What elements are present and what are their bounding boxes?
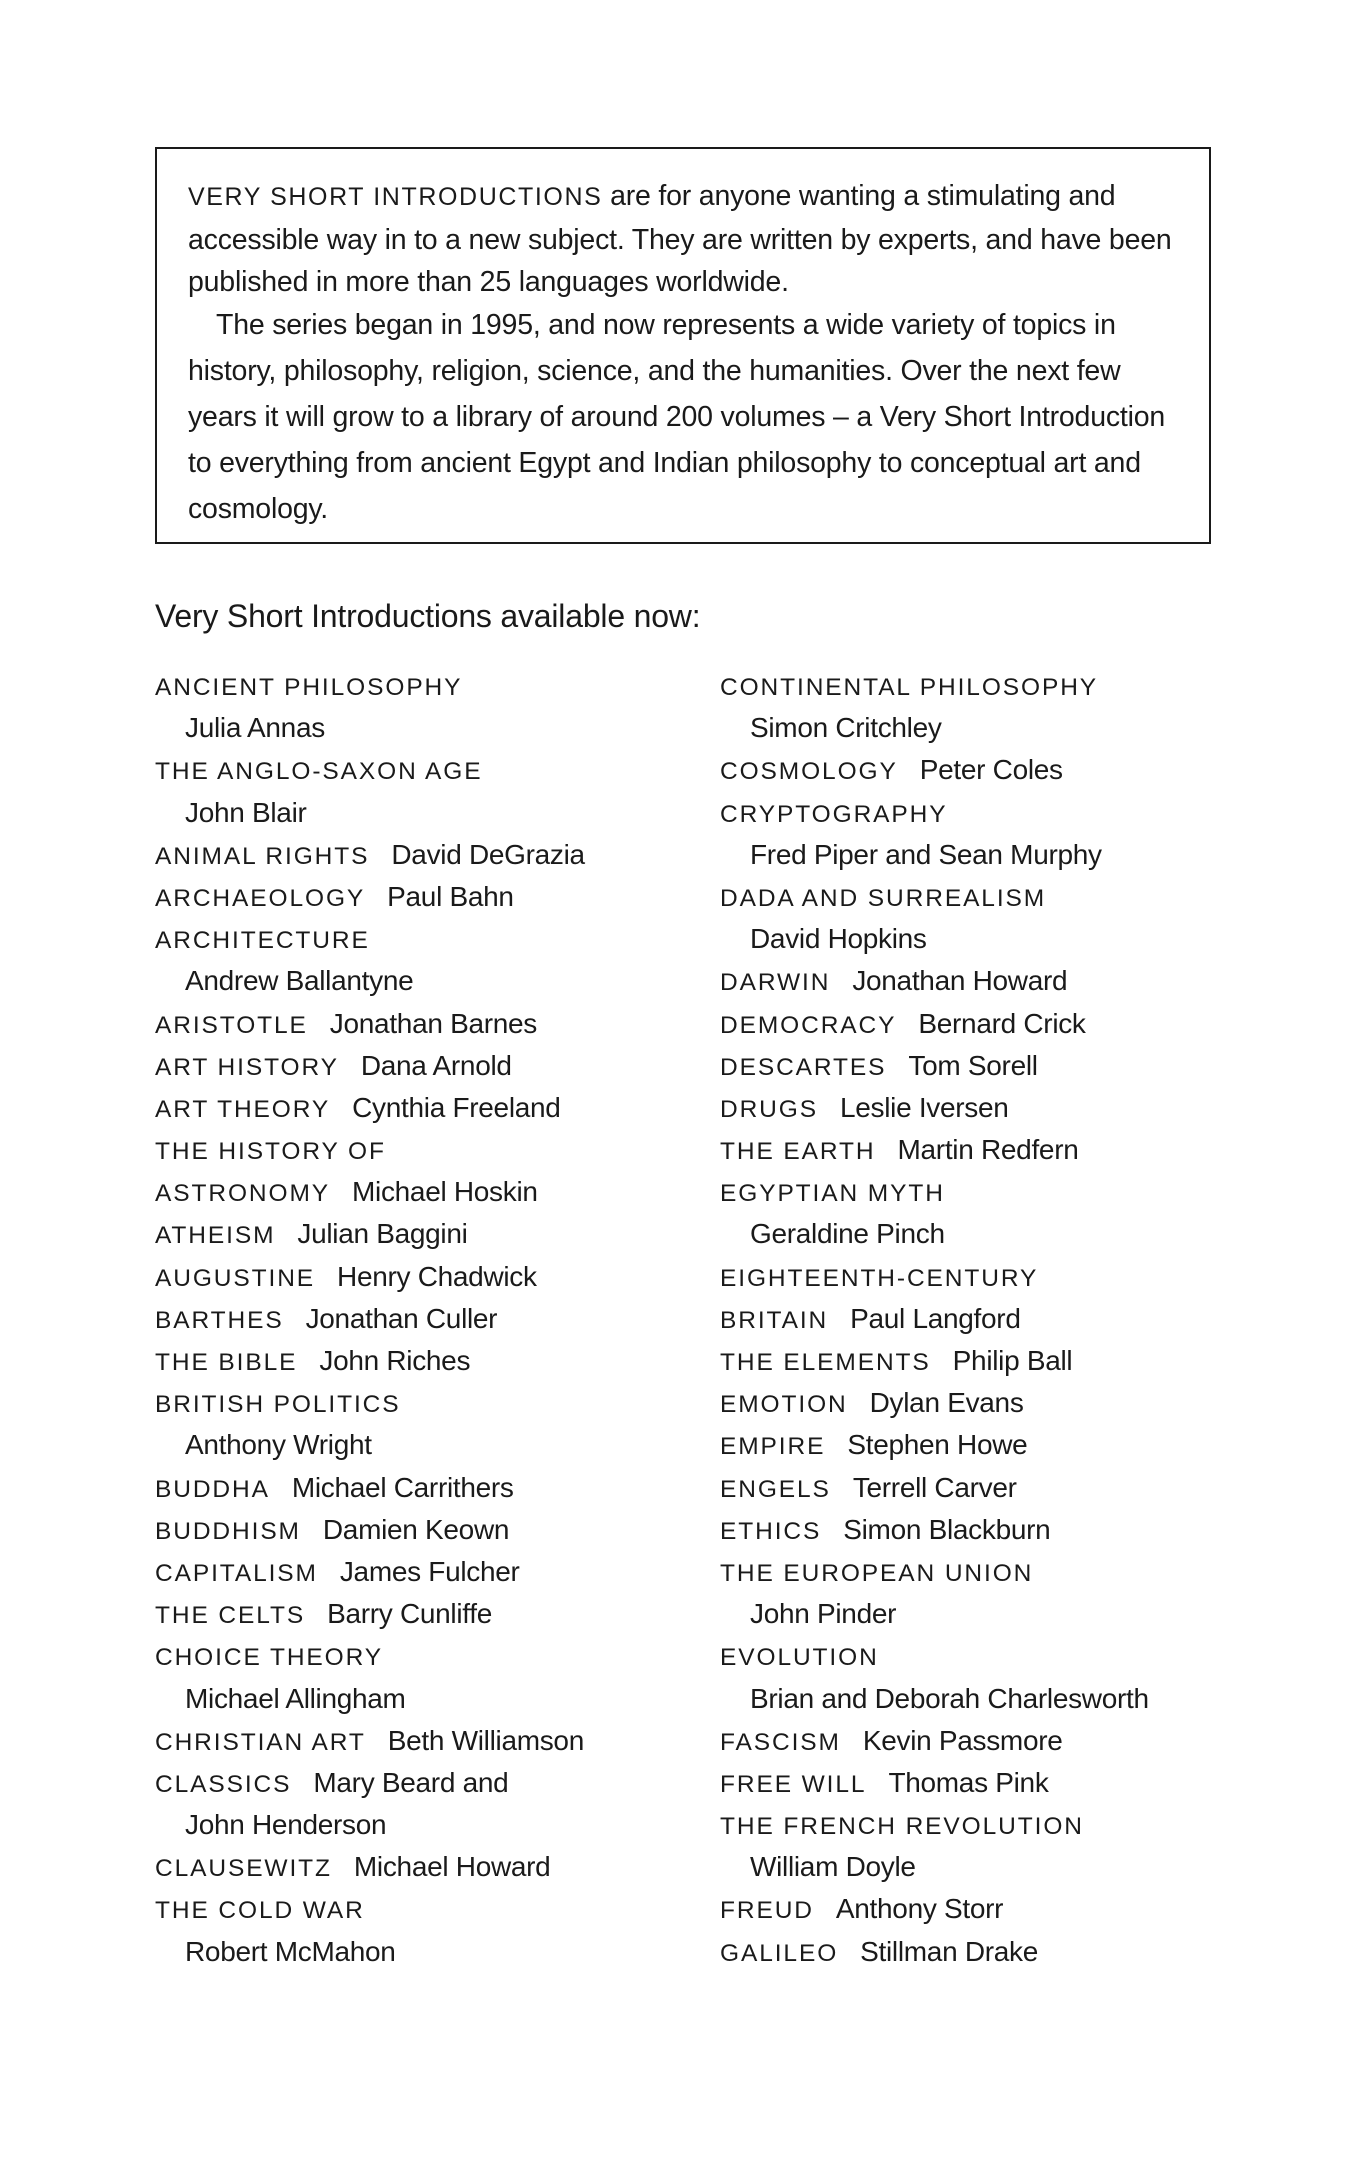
book-author: Leslie Iversen xyxy=(839,1091,1009,1123)
list-item xyxy=(155,792,745,834)
book-author: Barry Cunliffe xyxy=(327,1598,492,1630)
list-item xyxy=(720,665,1310,707)
list-item xyxy=(155,834,745,876)
book-title: BUDDHA xyxy=(155,1475,270,1503)
book-title: EIGHTEENTH-CENTURY xyxy=(720,1264,1039,1292)
list-item xyxy=(155,1762,745,1804)
book-title: ANCIENT PHILOSOPHY xyxy=(155,674,463,701)
list-item xyxy=(155,1298,745,1340)
book-title: THE BIBLE xyxy=(155,1349,298,1376)
book-title: DARWIN xyxy=(720,969,831,997)
book-title: CAPITALISM xyxy=(155,1559,318,1587)
book-author: Geraldine Pinch xyxy=(750,1218,945,1250)
book-author: Paul Langford xyxy=(850,1302,1021,1334)
book-author: John Blair xyxy=(185,796,307,828)
book-author: Michael Allingham xyxy=(185,1682,406,1714)
list-item xyxy=(720,1846,1310,1888)
list-item xyxy=(155,1045,745,1087)
book-title: THE EUROPEAN UNION xyxy=(720,1559,1034,1587)
book-title: ART HISTORY xyxy=(155,1053,339,1081)
book-title: ASTRONOMY xyxy=(155,1180,330,1208)
list-item xyxy=(155,665,745,707)
book-title: ARCHITECTURE xyxy=(155,927,370,955)
book-title: ANIMAL RIGHTS xyxy=(155,842,370,870)
book-title: CLASSICS xyxy=(155,1770,292,1798)
book-title: DEMOCRACY xyxy=(720,1011,897,1039)
list-item xyxy=(155,1256,745,1298)
list-item xyxy=(155,876,745,918)
book-author: Anthony Wright xyxy=(185,1429,372,1461)
book-title: ETHICS xyxy=(720,1517,822,1545)
book-title: THE COLD WAR xyxy=(155,1897,365,1925)
book-author: Cynthia Freeland xyxy=(352,1091,561,1123)
list-item xyxy=(720,1635,1310,1677)
list-item xyxy=(720,1551,1310,1593)
list-item xyxy=(720,1087,1310,1129)
book-author: Jonathan Culler xyxy=(305,1302,498,1334)
book-author: Bernard Crick xyxy=(918,1007,1086,1039)
list-item xyxy=(155,1551,745,1593)
book-title: BRITAIN xyxy=(720,1306,829,1334)
list-item xyxy=(155,1931,745,1973)
book-title: COSMOLOGY xyxy=(720,758,898,786)
list-item xyxy=(155,1382,745,1424)
list-item xyxy=(155,960,745,1002)
book-title: THE ANGLO-SAXON AGE xyxy=(155,758,483,786)
list-item xyxy=(720,876,1310,918)
list-item xyxy=(155,1213,745,1255)
available-heading: Very Short Introductions available now: xyxy=(155,598,701,634)
book-author: Henry Chadwick xyxy=(337,1260,537,1292)
list-item xyxy=(155,1846,745,1888)
book-author: Philip Ball xyxy=(952,1345,1073,1376)
book-author: Martin Redfern xyxy=(897,1134,1079,1166)
list-item xyxy=(155,1087,745,1129)
book-author: Jonathan Howard xyxy=(852,965,1068,997)
list-item xyxy=(720,1213,1310,1255)
book-author: Dana Arnold xyxy=(360,1049,512,1081)
book-author: Simon Critchley xyxy=(750,712,942,744)
book-author: Stephen Howe xyxy=(847,1429,1028,1461)
titles-column-left xyxy=(155,665,745,1973)
book-author: James Fulcher xyxy=(339,1555,520,1587)
list-item xyxy=(720,1382,1310,1424)
book-author: Paul Bahn xyxy=(387,880,514,912)
list-item xyxy=(720,1129,1310,1171)
list-item xyxy=(155,1678,745,1720)
book-title: EMPIRE xyxy=(720,1433,826,1461)
intro-paragraph-1 xyxy=(188,175,1181,304)
list-item xyxy=(720,1804,1310,1846)
book-title: FASCISM xyxy=(720,1728,841,1756)
list-item xyxy=(720,1340,1310,1382)
list-item xyxy=(155,1720,745,1762)
book-author: Stillman Drake xyxy=(860,1935,1039,1967)
book-title: THE CELTS xyxy=(155,1602,306,1630)
book-author: Thomas Pink xyxy=(888,1766,1049,1798)
book-author: Terrell Carver xyxy=(852,1471,1017,1503)
book-author: Michael Carrithers xyxy=(291,1471,514,1503)
list-item xyxy=(720,1045,1310,1087)
list-item xyxy=(720,1931,1310,1973)
list-item xyxy=(155,1467,745,1509)
list-item xyxy=(720,1720,1310,1762)
book-author: Brian and Deborah Charlesworth xyxy=(750,1682,1149,1714)
list-item xyxy=(155,707,745,749)
book-title: EVOLUTION xyxy=(720,1644,879,1672)
book-title: EMOTION xyxy=(720,1391,848,1419)
book-title: ENGELS xyxy=(720,1475,831,1503)
book-author: John Pinder xyxy=(750,1598,897,1630)
book-author: Kevin Passmore xyxy=(862,1724,1063,1756)
book-author: Mary Beard and xyxy=(313,1766,509,1798)
book-author: Anthony Storr xyxy=(835,1893,1004,1925)
list-item xyxy=(155,1888,745,1930)
list-item xyxy=(720,1003,1310,1045)
list-item xyxy=(155,1340,745,1382)
book-title: GALILEO xyxy=(720,1939,839,1967)
list-item xyxy=(720,1888,1310,1930)
book-author: Peter Coles xyxy=(919,754,1063,786)
book-title: BRITISH POLITICS xyxy=(155,1391,401,1419)
list-item xyxy=(155,1593,745,1635)
book-author: Fred Piper and Sean Murphy xyxy=(750,838,1102,870)
list-item xyxy=(155,749,745,791)
list-item xyxy=(155,1804,745,1846)
list-item xyxy=(155,1509,745,1551)
list-item xyxy=(720,1171,1310,1213)
book-author: Robert McMahon xyxy=(185,1935,396,1967)
book-author: Beth Williamson xyxy=(387,1724,584,1756)
list-item xyxy=(720,1762,1310,1804)
book-author: Jonathan Barnes xyxy=(329,1007,538,1039)
book-title: ART THEORY xyxy=(155,1095,331,1123)
book-title: DRUGS xyxy=(720,1095,818,1123)
intro-paragraph-1-text: are for anyone wanting a stimulating and accessible way in to a new subject. They are written by experts, and have been published in more than 25 languages worldwide. xyxy=(188,180,1172,298)
book-title: BUDDHISM xyxy=(155,1517,301,1545)
book-author: Andrew Ballantyne xyxy=(185,965,414,997)
book-title: FREE WILL xyxy=(720,1770,867,1798)
list-item xyxy=(720,749,1310,791)
book-author: Damien Keown xyxy=(322,1513,510,1545)
book-author: Simon Blackburn xyxy=(843,1513,1051,1545)
book-author: John Riches xyxy=(319,1345,471,1376)
list-item xyxy=(720,1298,1310,1340)
book-author: Michael Howard xyxy=(353,1851,551,1883)
series-name-caps: VERY SHORT INTRODUCTIONS xyxy=(188,183,603,211)
list-item xyxy=(720,918,1310,960)
list-item xyxy=(720,1424,1310,1466)
book-title: THE HISTORY OF xyxy=(155,1138,386,1166)
list-item xyxy=(720,960,1310,1002)
list-item xyxy=(155,1635,745,1677)
book-title: FREUD xyxy=(720,1897,814,1925)
book-title: AUGUSTINE xyxy=(155,1264,316,1292)
book-title: CLAUSEWITZ xyxy=(155,1855,332,1883)
book-title: EGYPTIAN MYTH xyxy=(720,1180,945,1208)
list-item xyxy=(720,792,1310,834)
list-item xyxy=(155,918,745,960)
book-author: John Henderson xyxy=(185,1809,387,1841)
list-item xyxy=(720,1593,1310,1635)
list-item xyxy=(155,1424,745,1466)
book-author: Julian Baggini xyxy=(297,1218,468,1250)
list-item xyxy=(720,1509,1310,1551)
book-title: ATHEISM xyxy=(155,1222,276,1250)
intro-paragraph-2: The series began in 1995, and now represents a wide variety of topics in history, philosophy, religion, science, and the humanities. Over the next few years it will grow to a library of around 200 volumes – a Very Short Introduction to everything from ancient Egypt and Indian philosophy to conceptual art and cosmology. xyxy=(188,308,1166,525)
book-title: DADA AND SURREALISM xyxy=(720,884,1047,912)
series-intro-box xyxy=(155,147,1211,544)
book-title: CHRISTIAN ART xyxy=(155,1728,366,1756)
book-title: THE ELEMENTS xyxy=(720,1349,931,1376)
list-item xyxy=(155,1129,745,1171)
book-title: CHOICE THEORY xyxy=(155,1644,383,1672)
book-author: David DeGrazia xyxy=(391,838,585,870)
list-item xyxy=(720,834,1310,876)
list-item xyxy=(720,1678,1310,1720)
book-author: William Doyle xyxy=(750,1851,916,1883)
list-item xyxy=(720,1256,1310,1298)
book-author: Julia Annas xyxy=(185,712,325,744)
book-title: CONTINENTAL PHILOSOPHY xyxy=(720,674,1099,701)
book-author: Michael Hoskin xyxy=(352,1176,538,1208)
titles-column-right xyxy=(720,665,1310,1973)
book-author: Tom Sorell xyxy=(908,1049,1038,1081)
book-title: BARTHES xyxy=(155,1306,284,1334)
list-item xyxy=(155,1171,745,1213)
list-item xyxy=(155,1003,745,1045)
book-author: David Hopkins xyxy=(750,923,927,955)
book-title: DESCARTES xyxy=(720,1053,887,1081)
book-title: THE EARTH xyxy=(720,1138,876,1166)
list-item xyxy=(720,1467,1310,1509)
book-title: THE FRENCH REVOLUTION xyxy=(720,1813,1084,1841)
book-title: CRYPTOGRAPHY xyxy=(720,800,948,828)
book-title: ARISTOTLE xyxy=(155,1011,308,1039)
book-author: Dylan Evans xyxy=(869,1387,1024,1419)
list-item xyxy=(720,707,1310,749)
book-title: ARCHAEOLOGY xyxy=(155,884,366,912)
